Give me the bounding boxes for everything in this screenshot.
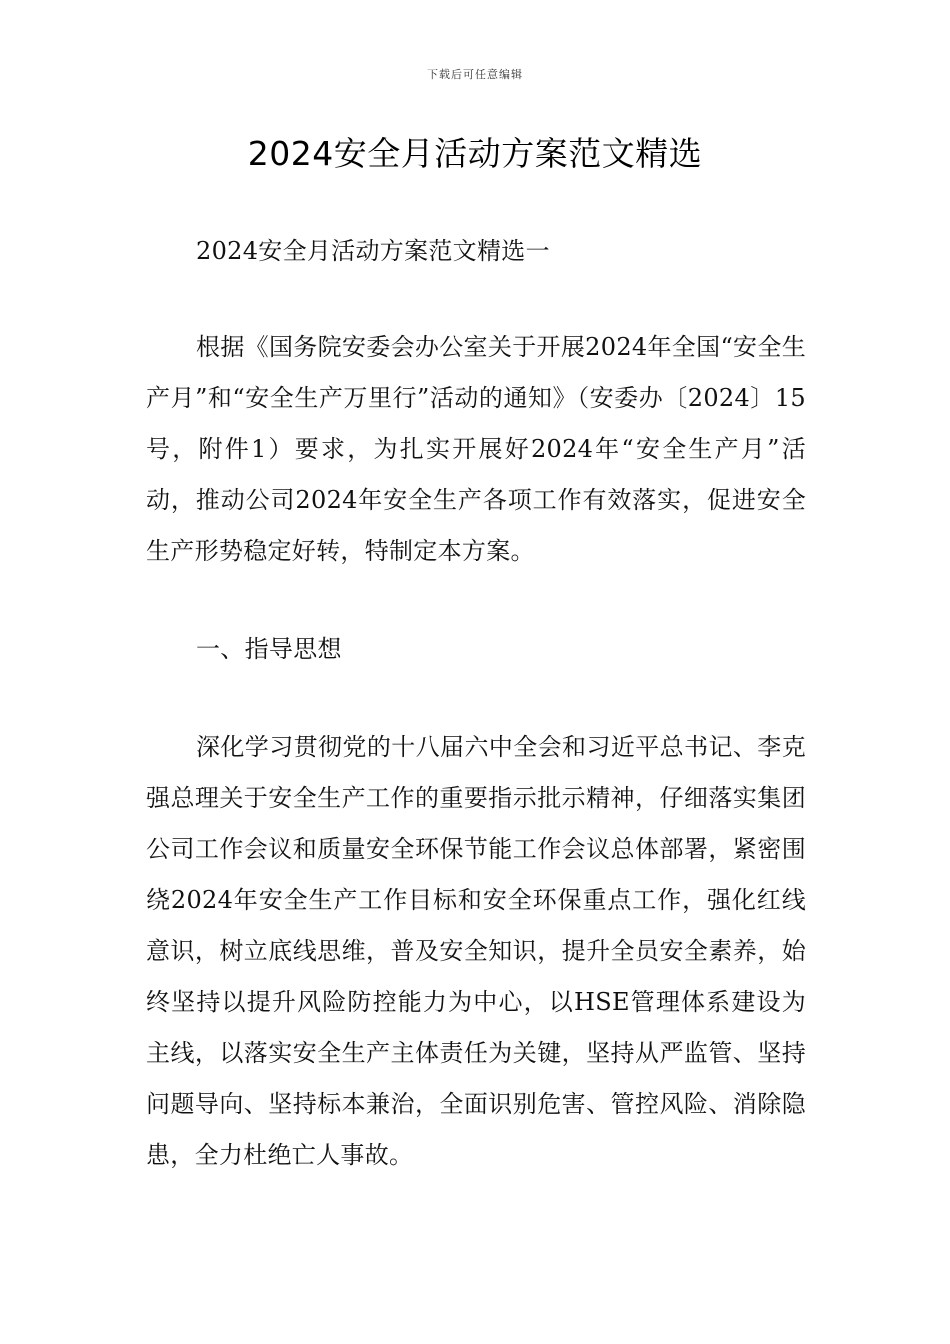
section-heading-guiding-ideology: 一、指导思想 xyxy=(196,635,342,663)
paragraph-intro: 根据《国务院安委会办公室关于开展2024年全国“安全生产月”和“安全生产万里行”活动的通知》（安委办〔2024〕15号，附件1）要求，为扎实开展好2024年“安全生产月”活动，推动公司2024年安全生产各项工作有效落实，促进安全生产形势稳定好转，特制定本方案。 xyxy=(146,333,806,565)
document-body xyxy=(146,226,806,1181)
paragraph-guiding-ideology: 深化学习贯彻党的十八届六中全会和习近平总书记、李克强总理关于安全生产工作的重要指示批示精神，仔细落实集团公司工作会议和质量安全环保节能工作会议总体部署，紧密围绕2024年安全生产工作目标和安全环保重点工作，强化红线意识，树立底线思维，普及安全知识，提升全员安全素养，始终坚持以提升风险防控能力为中心，以HSE管理体系建设为主线，以落实安全生产主体责任为关键，坚持从严监管、坚持问题导向、坚持标本兼治，全面识别危害、管控风险、消除隐患，全力杜绝亡人事故。 xyxy=(146,733,806,1169)
header-note: 下载后可任意编辑 xyxy=(427,68,523,81)
document-title: 2024安全月活动方案范文精选 xyxy=(247,134,703,173)
subtitle: 2024安全月活动方案范文精选一 xyxy=(196,237,550,265)
